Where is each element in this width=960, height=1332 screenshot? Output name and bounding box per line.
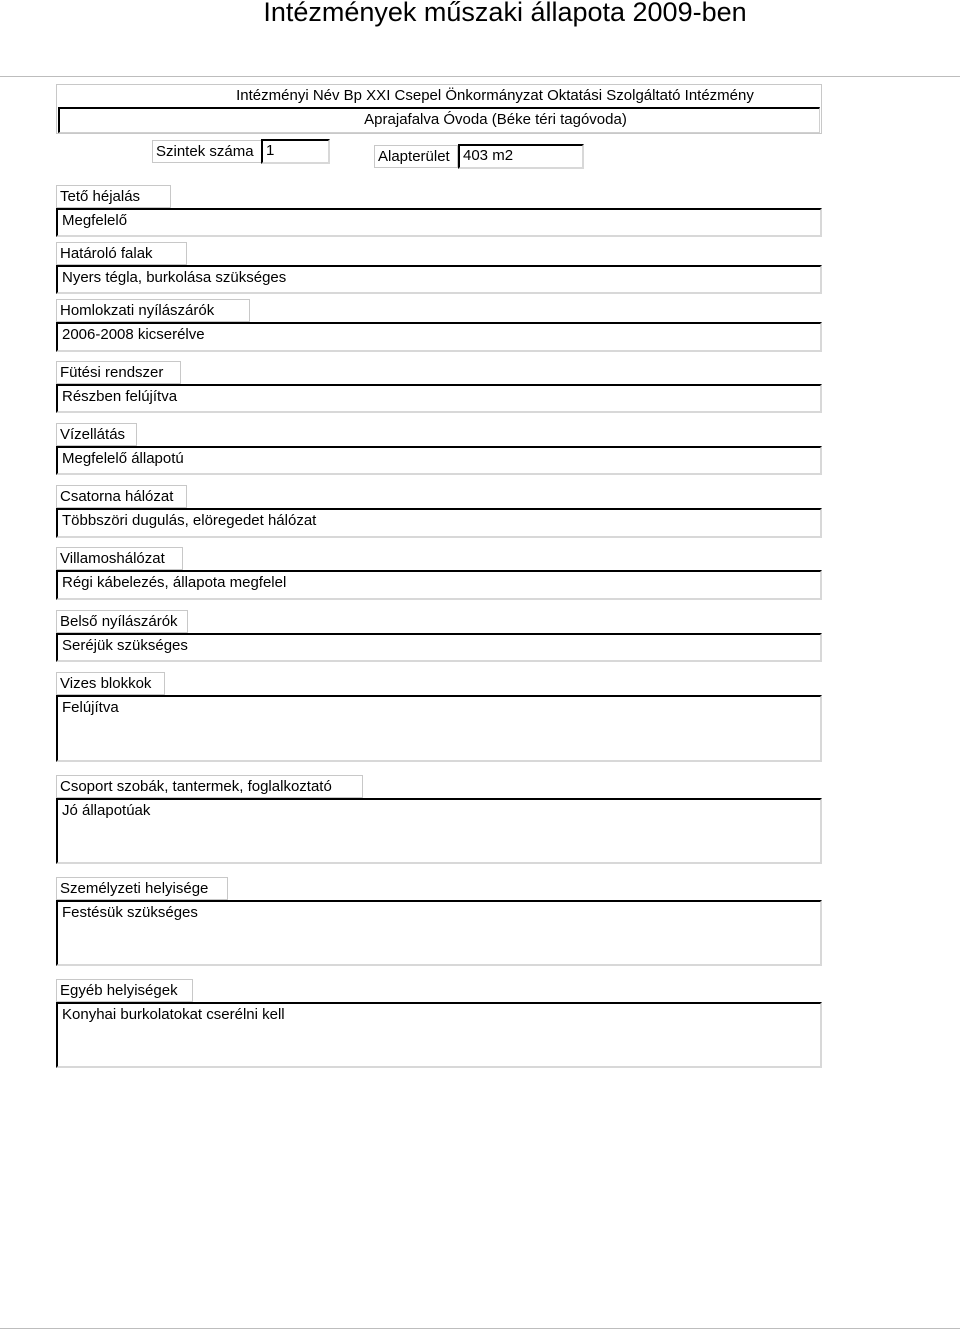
staff-rooms-label: Személyzeti helyisége [56,877,228,900]
institution-box [56,84,822,134]
facade-openings-label: Homlokzati nyílászárók [56,299,250,322]
walls-label: Határoló falak [56,242,187,265]
facade-openings-field[interactable]: 2006-2008 kicserélve [56,322,822,352]
heating-field[interactable]: Részben felújítva [56,384,822,413]
interior-openings-label: Belső nyílászárók [56,610,188,633]
staff-rooms-field[interactable]: Festésük szükséges [56,900,822,966]
levels-label: Szintek száma [152,140,262,163]
other-rooms-field[interactable]: Konyhai burkolatokat cserélni kell [56,1002,822,1068]
other-rooms-label: Egyéb helyiségek [56,979,193,1002]
levels-field[interactable]: 1 [261,139,330,164]
water-supply-label: Vízellátás [56,423,137,446]
electrical-field[interactable]: Régi kábelezés, állapota megfelel [56,570,822,600]
sewage-field[interactable]: Többszöri dugulás, elöregedet hálózat [56,508,822,538]
sewage-label: Csatorna hálózat [56,485,187,508]
wet-blocks-field[interactable]: Felújítva [56,695,822,762]
wet-blocks-label: Vizes blokkok [56,672,165,695]
institution-name: Intézményi Név Bp XXI Csepel Önkormányzat Oktatási Szolgáltató Intézmény [236,87,754,104]
institution-subunit: Aprajafalva Óvoda (Béke téri tagóvoda) [364,111,627,128]
roof-label: Tető héjalás [56,185,171,208]
floor-area-label: Alapterület [374,145,458,168]
water-supply-field[interactable]: Megfelelő állapotú [56,446,822,475]
top-divider [0,76,960,77]
electrical-label: Villamoshálózat [56,547,183,570]
page-title: Intézmények műszaki állapota 2009-ben [263,0,747,27]
group-rooms-label: Csoport szobák, tantermek, foglalkoztató [56,775,363,798]
walls-field[interactable]: Nyers tégla, burkolása szükséges [56,265,822,294]
heating-label: Fütési rendszer [56,361,181,384]
roof-field[interactable]: Megfelelő [56,208,822,237]
interior-openings-field[interactable]: Seréjük szükséges [56,633,822,662]
bottom-divider [0,1328,960,1329]
floor-area-field[interactable]: 403 m2 [458,144,584,169]
group-rooms-field[interactable]: Jó állapotúak [56,798,822,864]
institution-subunit-field[interactable] [58,107,820,133]
